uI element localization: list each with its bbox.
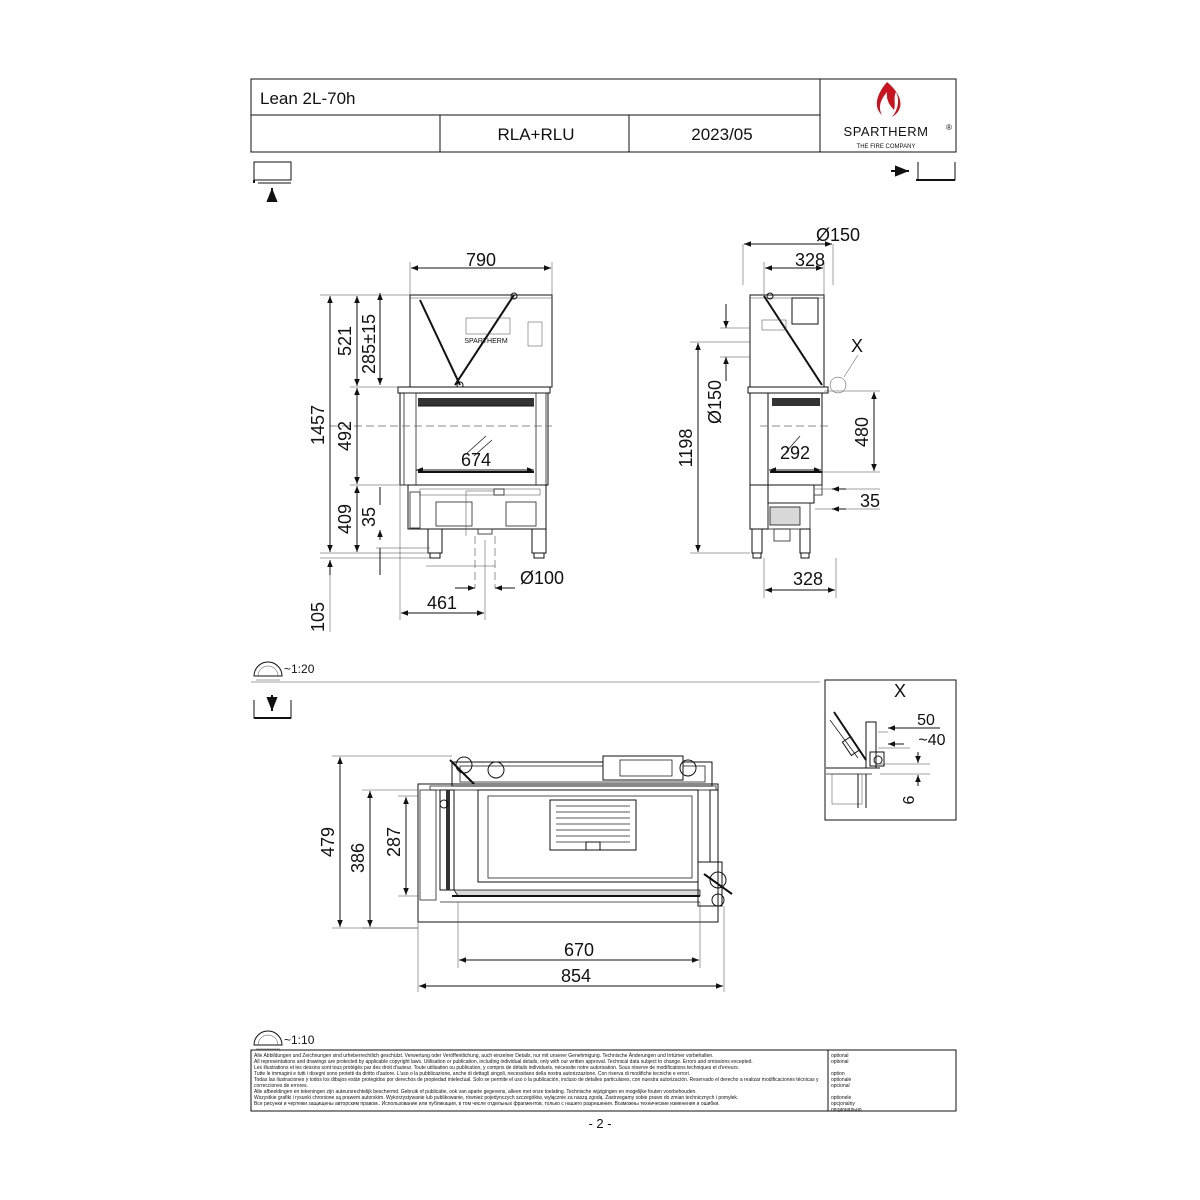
side-view-dimensions [676, 225, 880, 598]
front-view-icon [254, 162, 291, 202]
dim-292: 292 [779, 443, 811, 463]
dim-1457: 1457 [308, 404, 328, 446]
brand-name: SPARTHERM [843, 124, 929, 139]
dim-285: 285±15 [359, 314, 379, 374]
dim-790: 790 [465, 250, 497, 270]
dim-40: ~40 [918, 732, 946, 749]
dim-409: 409 [335, 503, 355, 535]
dim-480: 480 [852, 416, 872, 448]
option-ru: опционально [831, 1107, 862, 1113]
option-it: optionale [831, 1077, 852, 1083]
options-column [831, 1053, 951, 1113]
dim-287: 287 [384, 826, 404, 858]
top-view [418, 756, 732, 922]
option-en: optional [831, 1059, 849, 1065]
option-de: optional [831, 1053, 849, 1059]
dim-328-top: 328 [794, 250, 826, 270]
dim-105: 105 [308, 601, 328, 633]
page-number: - 2 - [588, 1116, 612, 1131]
scale-lower: ~1:10 [284, 1033, 315, 1047]
legal-ru: Все рисунки и чертежи защищены авторским правом.. Использование или публикация, в том числе отдельных фрагментов, только с нашего разрешения. Возможны технические изменения и ошибки. [254, 1101, 720, 1107]
option-es: opcional [831, 1083, 850, 1089]
dim-386: 386 [348, 842, 368, 874]
dim-461: 461 [426, 593, 458, 613]
dim-670: 670 [563, 940, 595, 960]
dim-521: 521 [335, 325, 355, 357]
variant-label: RLA+RLU [497, 125, 575, 144]
legal-text-block [254, 1053, 824, 1109]
detail-label: X [893, 681, 907, 701]
dim-1198: 1198 [676, 428, 696, 468]
side-view [748, 293, 846, 558]
flame-logo-icon [877, 82, 901, 117]
dim-d150-top: Ø150 [815, 225, 861, 245]
detail-marker-x: X [851, 336, 864, 356]
brand-tagline: THE FIRE COMPANY [856, 144, 916, 150]
title-block [251, 79, 956, 152]
date-label: 2023/05 [691, 125, 753, 144]
legal-nl: Alle afbeeldingen en tekeningen zijn auteursrechtelijk beschermd. Gebruik of publicatie, ook van aparte gegevens, alleen met onze toelating. Technische wijzigingen en mogelijke fouten voorbehouden. [254, 1089, 697, 1095]
legal-pl: Wszystkie grafiki i rysunki chronione są prawem autorskim. Wykorzystywanie lub publikowanie, również pojedynczych szczegółów, wyłącznie za naszą zgodą. Zastrzegamy sobie prawo do zmian technicznych i pomyłek. [254, 1095, 739, 1101]
scale-icon-lower [254, 1031, 282, 1049]
option-pl: opcjonalny [831, 1101, 855, 1107]
legal-fr: Les illustrations et les dessins sont tous protégés par des droit d'auteur. Toute utilisation ou publication, y compris de détails individuels, nécessite notre autorisation. Sous réserve de modifications techniques et d'erreurs. [254, 1065, 740, 1071]
hood-logo: SPARTHERM [464, 338, 508, 345]
legal-it: Tutte le immagini e tutti i disegni sono protetti da diritto d'autore. L'uso o la pubblicazione, anche di dettagli singoli, necessitano della nostra autorizzazione. Con riserva di modifiche tecniche e errori. [254, 1071, 691, 1077]
side-view-icon [891, 162, 955, 180]
top-view-icon [254, 695, 291, 718]
option-nl: optionele [831, 1095, 852, 1101]
dim-50: 50 [917, 712, 935, 729]
dim-d150-vert: Ø150 [705, 379, 725, 425]
dim-35-side: 35 [860, 491, 881, 511]
dim-479: 479 [318, 826, 338, 858]
brand-mark: ® [946, 123, 952, 132]
dim-492: 492 [335, 420, 355, 452]
dim-35-front: 35 [359, 506, 379, 528]
model-name: Lean 2L-70h [260, 89, 356, 108]
option-fr: option [831, 1071, 845, 1077]
scale-icon-upper [254, 662, 282, 680]
legal-en: All representations and drawings are protected by applicable copyright laws. Utilisation or publication, including individual details, only with our written approval. Technical data subject to change. Errors and omissions excepted. [254, 1059, 753, 1065]
scale-upper: ~1:20 [284, 662, 315, 676]
dim-854: 854 [560, 966, 592, 986]
legal-es: Todas las ilustraciones y todos los dibujos están protegidos por derechos de propiedad intelectual. Solo se permite el uso o la publicación, incluso de detalles particulares, con nuestra autorización. Reservado el derecho a realizar modificaciones técnicas y correcciones de errores. [254, 1077, 819, 1089]
front-view-dimensions [308, 250, 564, 632]
dim-6: 6 [901, 795, 918, 805]
legal-de: Alle Abbildungen und Zeichnungen sind urheberrechtlich geschützt. Verwertung oder Veröffentlichung, auch einzelner Details, nur mit unserer Genehmigung. Technische Änderungen und Irrtümer vorbehalten. [254, 1053, 714, 1059]
dim-328-bottom: 328 [792, 569, 824, 589]
top-view-dimensions [318, 756, 724, 992]
detail-x-view [825, 680, 956, 820]
dim-d100: Ø100 [520, 568, 565, 588]
dim-674: 674 [460, 450, 492, 470]
